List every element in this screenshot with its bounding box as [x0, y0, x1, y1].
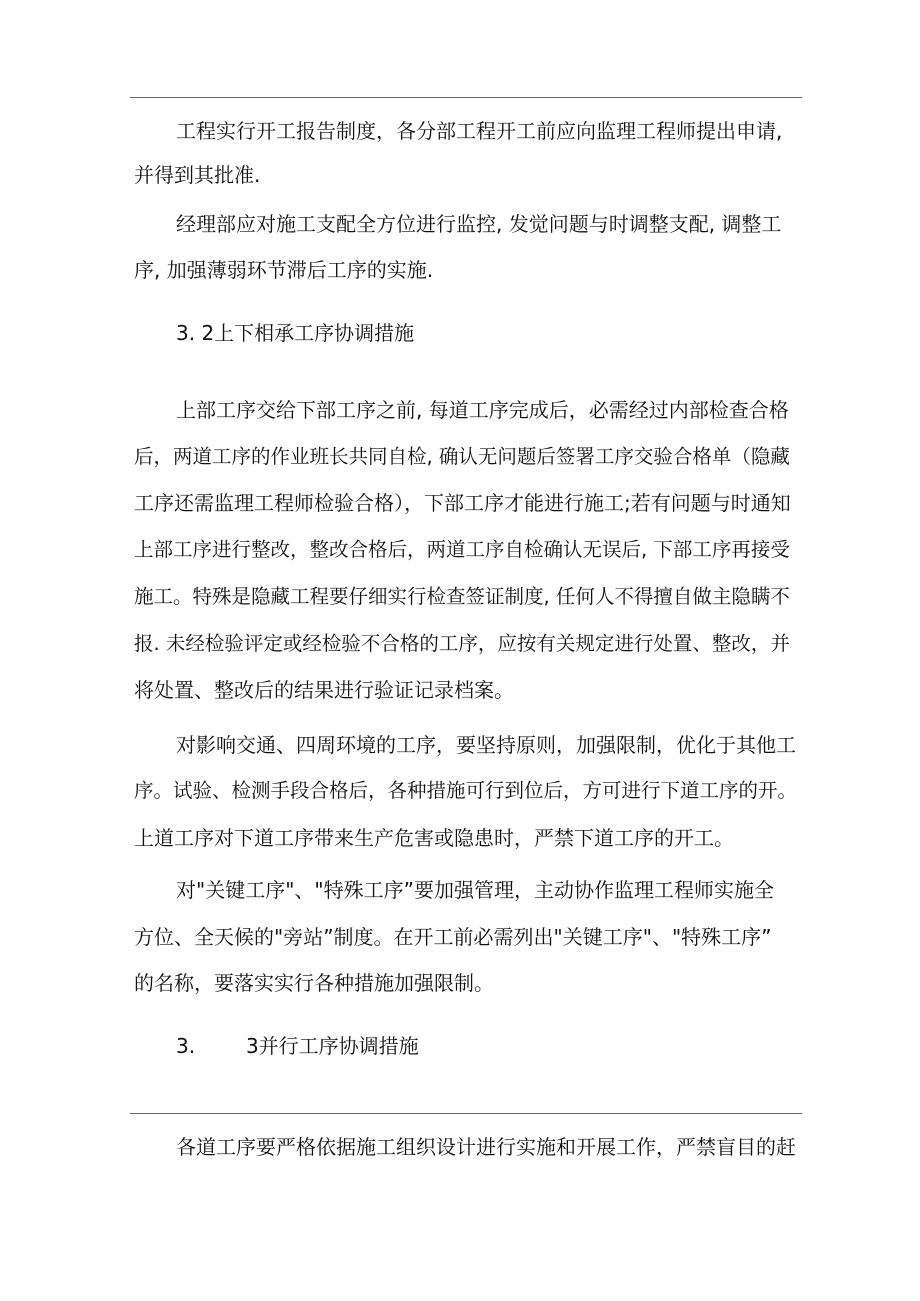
paragraph-4-line-2: 序。试验、检测手段合格后，各种措施可行到位后，方可进行下道工序的开。: [134, 779, 798, 802]
paragraph-6-line-1: 各道工序要严格依据施工组织设计进行实施和开展工作，严禁盲目的赶: [176, 1135, 796, 1159]
paragraph-1-line-1: 工程实行开工报告制度，各分部工程开工前应向监理工程师提出申请,: [176, 119, 783, 143]
paragraph-4-line-3: 上道工序对下道工序带来生产危害或隐患时，严禁下道工序的开工。: [134, 826, 734, 850]
paragraph-4-line-1: 对影响交通、四周环境的工序，要坚持原则，加强限制，优化于其他工: [176, 733, 796, 757]
footer-rule: [130, 1113, 802, 1114]
paragraph-1-line-2: 并得到其批准.: [134, 163, 261, 187]
section-heading-3-2: 3. 2上下相承工序协调措施: [176, 321, 415, 345]
paragraph-2-line-1: 经理部应对施工支配全方位进行监控, 发觉问题与时调整支配, 调整工: [176, 212, 782, 236]
paragraph-3-line-3: 工序还需监理工程师检验合格），下部工序才能进行施工;若有问题与时通知: [134, 491, 791, 515]
paragraph-3-line-5: 施工。特殊是隐藏工程要仔细实行检查签证制度, 任何人不得擅自做主隐瞒不: [134, 585, 790, 608]
paragraph-5-line-3: 的名称，要落实实行各种措施加强限制。: [134, 971, 494, 995]
paragraph-5-line-2: 方位、全天候的"旁站”制度。在开工前必需列出"关键工序"、"特殊工序”: [134, 925, 772, 949]
paragraph-5-line-1: 对"关键工序"、"特殊工序”要加强管理，主动协作监理工程师实施全: [176, 878, 774, 902]
paragraph-3-line-7: 将处置、整改后的结果进行验证记录档案。: [134, 678, 514, 702]
paragraph-3-line-2: 后，两道工序的作业班长共同自检, 确认无问题后签署工序交验合格单（隐藏: [134, 445, 790, 468]
section-heading-3-3: 3. 3并行工序协调措施: [176, 1034, 419, 1058]
paragraph-3-line-4: 上部工序进行整改，整改合格后，两道工序自检确认无误后, 下部工序再接受: [134, 538, 790, 561]
paragraph-3-line-1: 上部工序交给下部工序之前, 每道工序完成后，必需经过内部检查合格: [176, 398, 789, 422]
paragraph-2-line-2: 序, 加强薄弱环节滞后工序的实施.: [134, 258, 434, 282]
paragraph-3-line-6: 报. 未经检验评定或经检验不合格的工序，应按有关规定进行处置、整改，并: [134, 632, 790, 655]
header-rule: [130, 97, 802, 98]
